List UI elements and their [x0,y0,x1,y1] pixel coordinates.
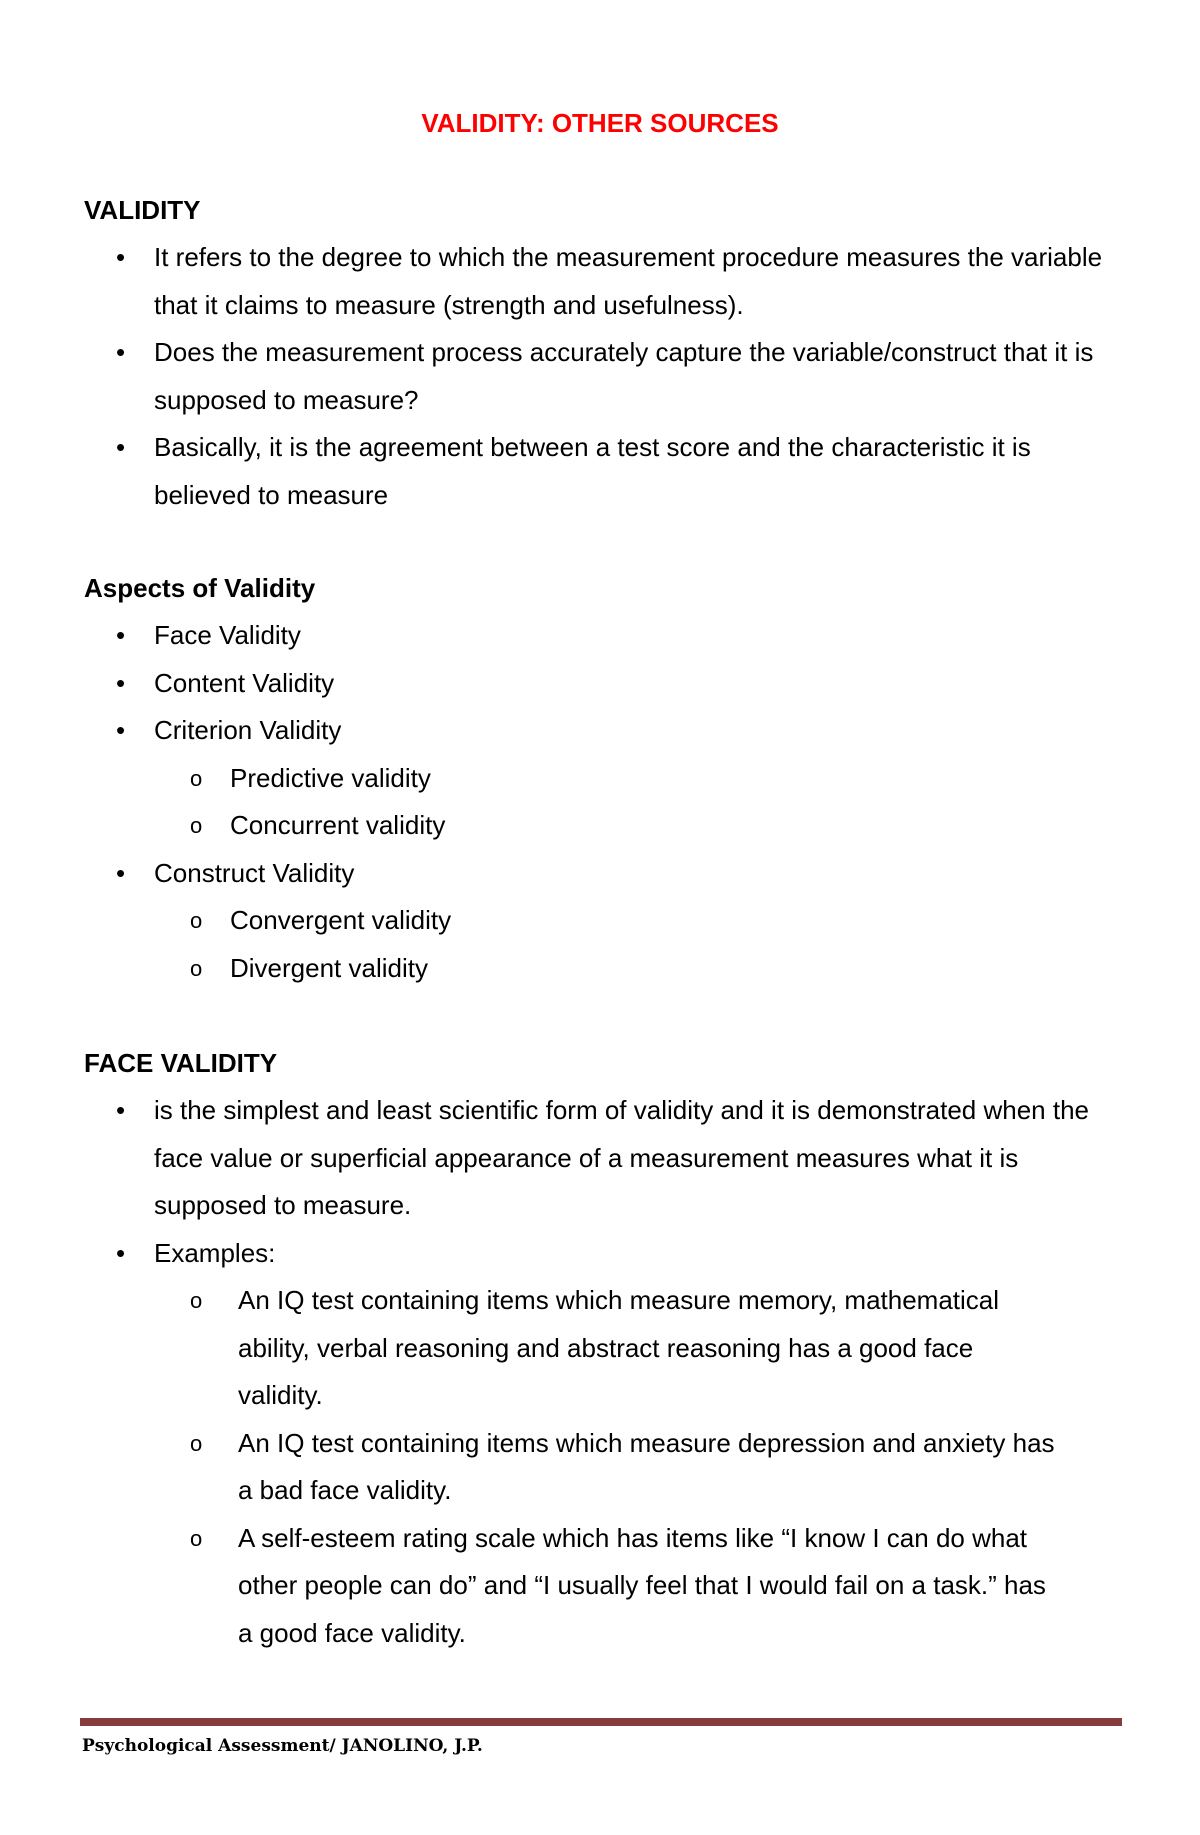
list-item [84,234,1124,329]
circle-bullet-icon: o [190,813,203,838]
bullet-icon: • [116,432,126,462]
list-item [84,945,1124,993]
bullet-text: Basically, it is the agreement between a test score and the characteristic it is believed to measure [154,432,1031,510]
circle-bullet-icon: o [190,1525,203,1551]
circle-bullet-icon: o [190,955,203,981]
construct-sub-list [84,897,1124,992]
list-item [84,1515,1124,1658]
page-title: VALIDITY: OTHER SOURCES [421,108,779,138]
section-validity [84,192,1124,519]
bullet-text: Criterion Validity [154,715,342,745]
bullet-icon: • [116,1237,126,1268]
list-item [84,707,1124,850]
circle-bullet-icon: o [190,1430,203,1456]
footer-divider [80,1718,1122,1726]
bullet-icon: • [116,337,126,367]
section-aspects-of-validity [84,570,1124,992]
face-validity-bullet-list [84,1087,1124,1657]
bullet-icon: • [116,1095,126,1125]
bullet-text: Face Validity [154,620,301,650]
list-item [84,850,1124,993]
page-footer: Psychological Assessment/ JANOLINO, J.P. [82,1736,483,1756]
list-item [84,424,1124,519]
criterion-sub-list [84,755,1124,850]
validity-bullet-list [84,234,1124,519]
bullet-text: Examples: [154,1237,276,1268]
sub-bullet-text: Predictive validity [230,762,431,793]
list-item [84,660,1124,708]
bullet-text: It refers to the degree to which the measurement procedure measures the variable that it claims to measure (strength and usefulness). [154,242,1103,320]
bullet-text: Does the measurement process accurately capture the variable/construct that it is supposed to measure? [154,337,1094,415]
section-heading-validity: VALIDITY [84,195,201,225]
section-heading-face-validity: FACE VALIDITY [84,1048,278,1078]
bullet-icon: • [116,667,126,698]
bullet-icon: • [116,242,126,272]
list-item [84,1230,1124,1658]
list-item [84,897,1124,945]
list-item [84,1087,1124,1230]
circle-bullet-icon: o [190,1288,203,1313]
bullet-text: is the simplest and least scientific form of validity and it is demonstrated when the face value or superficial appearance of a measurement measures what it is supposed to measure. [154,1095,1089,1220]
circle-bullet-icon: o [190,908,203,933]
list-item [84,755,1124,803]
bullet-icon: • [116,715,126,745]
list-item [84,1277,1124,1420]
sub-bullet-text: Convergent validity [230,905,452,935]
aspects-bullet-list [84,612,1124,992]
sub-bullet-text: Concurrent validity [230,810,446,840]
examples-sub-list [84,1277,1124,1657]
list-item [84,612,1124,660]
sub-bullet-text: An IQ test containing items which measure memory, mathematical ability, verbal reasoning and abstract reasoning has a good face validity. [238,1285,1000,1410]
sub-bullet-text: Divergent validity [230,952,428,983]
sub-bullet-text: A self-esteem rating scale which has items like “I know I can do what other people can do” and “I usually feel that I would fail on a task.” has a good face validity. [238,1522,1046,1648]
bullet-text: Construct Validity [154,857,355,888]
sub-bullet-text: An IQ test containing items which measure depression and anxiety has a bad face validity. [238,1427,1055,1505]
section-heading-aspects: Aspects of Validity [84,573,316,603]
list-item [84,1420,1124,1515]
bullet-text: Content Validity [154,667,335,698]
list-item [84,329,1124,424]
list-item [84,802,1124,850]
bullet-icon: • [116,857,126,888]
section-face-validity [84,1045,1124,1657]
bullet-icon: • [116,620,126,650]
circle-bullet-icon: o [190,765,203,791]
